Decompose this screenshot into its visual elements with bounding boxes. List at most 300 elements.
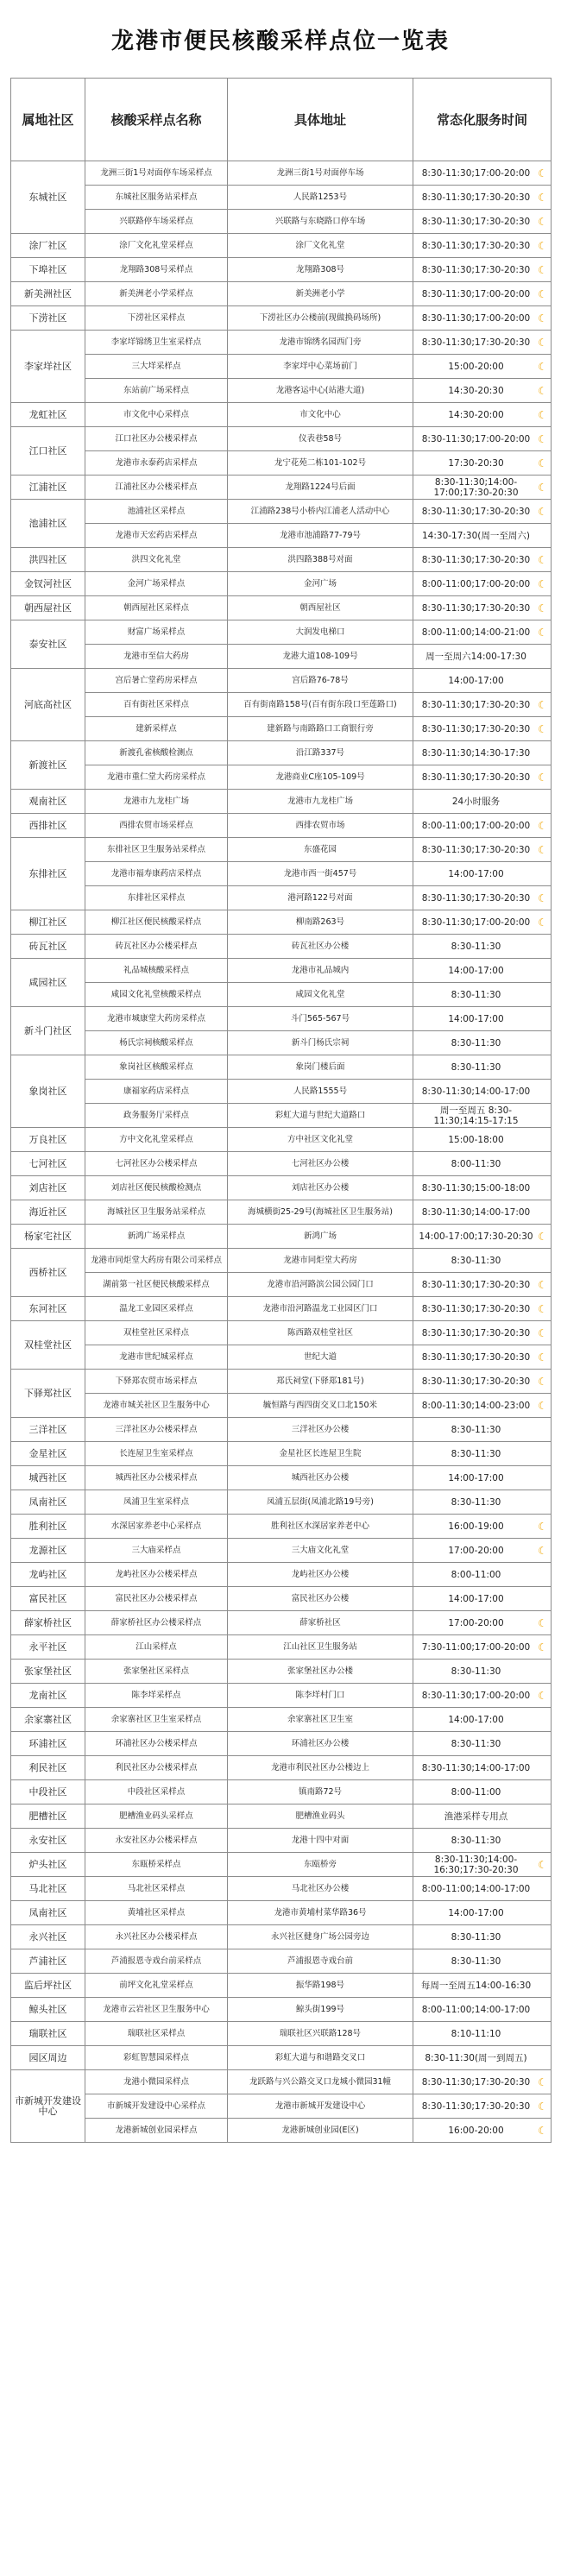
- service-time-text: 24小时服务: [451, 796, 501, 807]
- table-row: [11, 645, 552, 669]
- service-time-cell: [413, 1345, 552, 1370]
- service-time-cell: [413, 596, 552, 620]
- service-time-cell: [413, 161, 552, 186]
- address-cell: 彩虹大道与世纪大道路口: [228, 1104, 413, 1128]
- service-time-text: 8:30-11:30: [451, 1061, 501, 1073]
- address-cell: 宫后路76-78号: [228, 669, 413, 693]
- service-time-cell: [413, 862, 552, 886]
- service-time-text: 14:00-17:00: [448, 1593, 504, 1604]
- service-time-cell: [413, 1394, 552, 1418]
- table-row: [11, 1684, 552, 1708]
- service-time-cell: [413, 669, 552, 693]
- community-cell: 池浦社区: [11, 500, 85, 548]
- service-time-cell: [413, 1804, 552, 1829]
- service-time-cell: [413, 1829, 552, 1853]
- column-header-address: 具体地址: [228, 79, 413, 161]
- table-row: [11, 1490, 552, 1515]
- page-title: 龙港市便民核酸采样点位一览表: [110, 28, 450, 54]
- service-time-text: 14:30-20:00: [448, 409, 504, 420]
- table-row: [11, 1200, 552, 1225]
- community-cell: 薛家桥社区: [11, 1611, 85, 1635]
- community-cell: 肥槽社区: [11, 1804, 85, 1829]
- table-row: [11, 572, 552, 596]
- site-name-cell: 宫后暑亡堂药房采样点: [85, 669, 228, 693]
- site-name-cell: 下驿郑农贸市场采样点: [85, 1370, 228, 1394]
- site-name-cell: 肥槽渔业码头采样点: [85, 1804, 228, 1829]
- community-cell: 龙南社区: [11, 1684, 85, 1708]
- site-name-cell: 西排农贸市场采样点: [85, 814, 228, 838]
- site-name-cell: 政务服务厅采样点: [85, 1104, 228, 1128]
- service-time-text: 14:00-17:00: [448, 1013, 504, 1024]
- site-name-cell: 涂厂文化礼堂采样点: [85, 234, 228, 258]
- service-time-cell: [413, 1635, 552, 1660]
- service-time-cell: [413, 620, 552, 645]
- table-row: [11, 620, 552, 645]
- moon-icon: ☾: [538, 312, 547, 324]
- site-name-cell: 新鸿广场采样点: [85, 1225, 228, 1249]
- service-time-text: 8:30-11:30: [451, 1496, 501, 1508]
- community-cell: 咸园社区: [11, 959, 85, 1007]
- service-time-cell: [413, 1225, 552, 1249]
- address-cell: 涂厂文化礼堂: [228, 234, 413, 258]
- community-cell: 泰安社区: [11, 620, 85, 669]
- address-cell: 砖瓦社区办公楼: [228, 935, 413, 959]
- address-cell: 龙翔路1224号后面: [228, 476, 413, 500]
- table-row: [11, 1273, 552, 1297]
- service-time-text: 8:30-11:30;17:30-20:30: [421, 216, 531, 227]
- address-cell: 龙港十四中对面: [228, 1829, 413, 1853]
- service-time-cell: [413, 548, 552, 572]
- address-cell: 余家寨社区卫生室: [228, 1708, 413, 1732]
- community-cell: 金星社区: [11, 1442, 85, 1466]
- service-time-text: 8:00-11:30: [451, 1158, 501, 1169]
- service-time-cell: [413, 1611, 552, 1635]
- table-row: [11, 983, 552, 1007]
- table-row: [11, 959, 552, 983]
- community-cell: 下涝社区: [11, 306, 85, 331]
- moon-icon: ☾: [538, 2124, 547, 2137]
- table-row: [11, 765, 552, 790]
- table-row: [11, 1708, 552, 1732]
- moon-icon: ☾: [538, 553, 547, 566]
- service-time-text: 8:30-11:30;17:30-20:30: [421, 337, 531, 348]
- service-time-cell: [413, 258, 552, 282]
- service-time-cell: [413, 1176, 552, 1200]
- service-time-cell: [413, 1007, 552, 1031]
- service-time-cell: [413, 1273, 552, 1297]
- table-row: [11, 1225, 552, 1249]
- address-cell: 东盛花园: [228, 838, 413, 862]
- community-cell: 园区周边: [11, 2046, 85, 2070]
- service-time-cell: [413, 1853, 552, 1877]
- service-time-text: 8:30-11:30;14:00-17:00: [421, 1762, 531, 1773]
- address-cell: 人民路1253号: [228, 186, 413, 210]
- table-row: [11, 1418, 552, 1442]
- community-cell: 东河社区: [11, 1297, 85, 1321]
- address-cell: 朝西屋社区: [228, 596, 413, 620]
- service-time-cell: [413, 1998, 552, 2022]
- community-cell: 环浦社区: [11, 1732, 85, 1756]
- address-cell: 大润发电梯口: [228, 620, 413, 645]
- site-name-cell: 市新城开发建设中心采样点: [85, 2094, 228, 2119]
- service-time-cell: [413, 1756, 552, 1780]
- table-row: [11, 1732, 552, 1756]
- service-time-text: 8:30-11:30: [451, 1448, 501, 1459]
- table-row: [11, 886, 552, 910]
- moon-icon: ☾: [538, 1326, 547, 1339]
- service-time-cell: [413, 1925, 552, 1949]
- address-cell: 龙宁花苑二栋101-102号: [228, 451, 413, 476]
- address-cell: 洪四路388号对面: [228, 548, 413, 572]
- community-cell: 海近社区: [11, 1200, 85, 1225]
- table-row: [11, 427, 552, 451]
- table-row: [11, 282, 552, 306]
- community-cell: 新斗门社区: [11, 1007, 85, 1055]
- table-row: [11, 790, 552, 814]
- service-time-cell: [413, 886, 552, 910]
- service-time-cell: [413, 765, 552, 790]
- table-row: [11, 1949, 552, 1974]
- service-time-text: 8:30-11:30;14:00-17:00;17:30-20:30: [433, 476, 519, 498]
- service-time-cell: [413, 1660, 552, 1684]
- site-name-cell: 新美洲老小学采样点: [85, 282, 228, 306]
- moon-icon: ☾: [538, 384, 547, 397]
- site-name-cell: 芦浦报恩寺戏台前采样点: [85, 1949, 228, 1974]
- address-cell: 郑氏祠堂(下驿郑181号): [228, 1370, 413, 1394]
- service-time-cell: [413, 1249, 552, 1273]
- site-name-cell: 下涝社区采样点: [85, 306, 228, 331]
- table-row: [11, 2070, 552, 2094]
- table-row: [11, 1152, 552, 1176]
- site-name-cell: 柳江社区便民核酸采样点: [85, 910, 228, 935]
- table-row: [11, 1007, 552, 1031]
- table-row: [11, 1780, 552, 1804]
- address-cell: 刘店社区办公楼: [228, 1176, 413, 1200]
- table-row: [11, 1394, 552, 1418]
- service-time-cell: [413, 1490, 552, 1515]
- address-cell: 仪表巷58号: [228, 427, 413, 451]
- community-cell: 东排社区: [11, 838, 85, 910]
- address-cell: 陈李垟村门口: [228, 1684, 413, 1708]
- service-time-cell: [413, 1321, 552, 1345]
- site-name-cell: 永兴社区办公楼采样点: [85, 1925, 228, 1949]
- service-time-text: 8:30-11:30;17:00-20:00: [421, 433, 531, 444]
- community-cell: 余家寨社区: [11, 1708, 85, 1732]
- community-cell: 马北社区: [11, 1877, 85, 1901]
- site-name-cell: 龙洲三街1号对面停车场采样点: [85, 161, 228, 186]
- community-cell: 胜利社区: [11, 1515, 85, 1539]
- table-row: [11, 669, 552, 693]
- service-time-text: 8:10-11:10: [451, 2028, 501, 2039]
- moon-icon: ☾: [538, 771, 547, 784]
- service-time-text: 8:30-11:30;14:00-17:00: [421, 1206, 531, 1218]
- service-time-cell: [413, 1418, 552, 1442]
- table-row: [11, 2046, 552, 2070]
- community-cell: 新渡社区: [11, 741, 85, 790]
- address-cell: 富民社区办公楼: [228, 1587, 413, 1611]
- table-row: [11, 1345, 552, 1370]
- service-time-text: 8:30-11:30;17:00-20:00: [421, 1690, 531, 1701]
- address-cell: 龙港商业C座105-109号: [228, 765, 413, 790]
- service-time-text: 8:30-11:30: [451, 1037, 501, 1049]
- service-time-cell: [413, 1128, 552, 1152]
- service-time-cell: [413, 935, 552, 959]
- service-time-text: 8:30-11:30;17:00-20:00: [421, 312, 531, 324]
- site-name-cell: 龙港市城康堂大药房采样点: [85, 1007, 228, 1031]
- address-cell: 海城横街25-29号(海城社区卫生服务站): [228, 1200, 413, 1225]
- service-time-text: 8:30-11:30: [451, 1956, 501, 1967]
- table-row: [11, 500, 552, 524]
- table-row: [11, 1080, 552, 1104]
- address-cell: 龙翔路308号: [228, 258, 413, 282]
- table-row: [11, 186, 552, 210]
- moon-icon: ☾: [538, 722, 547, 735]
- address-cell: 江山社区卫生服务站: [228, 1635, 413, 1660]
- table-header-row: [11, 79, 552, 161]
- service-time-text: 8:00-11:00;17:00-20:00: [421, 578, 531, 589]
- table-row: [11, 1321, 552, 1345]
- service-time-text: 16:00-20:00: [448, 2125, 504, 2136]
- table-row: [11, 1925, 552, 1949]
- service-time-cell: [413, 1515, 552, 1539]
- community-cell: 鲸头社区: [11, 1998, 85, 2022]
- table-row: [11, 1055, 552, 1080]
- service-time-text: 14:00-17:00: [448, 868, 504, 879]
- address-cell: 兴联路与东晓路口停车场: [228, 210, 413, 234]
- service-time-text: 8:30-11:30: [451, 1255, 501, 1266]
- community-cell: 炉头社区: [11, 1853, 85, 1877]
- site-name-cell: 海城社区卫生服务站采样点: [85, 1200, 228, 1225]
- service-time-text: 8:00-11:00;14:00-17:00: [421, 1883, 531, 1894]
- site-name-cell: 龙港市福寿康药店采样点: [85, 862, 228, 886]
- site-name-cell: 水深居家养老中心采样点: [85, 1515, 228, 1539]
- site-name-cell: 龙港市云岩社区卫生服务中心: [85, 1998, 228, 2022]
- moon-icon: ☾: [538, 1616, 547, 1629]
- service-time-cell: [413, 186, 552, 210]
- service-time-cell: [413, 1949, 552, 1974]
- site-name-cell: 利民社区办公楼采样点: [85, 1756, 228, 1780]
- community-cell: 金钗河社区: [11, 572, 85, 596]
- site-name-cell: 江山采样点: [85, 1635, 228, 1660]
- address-cell: 柳南路263号: [228, 910, 413, 935]
- service-time-cell: [413, 403, 552, 427]
- site-name-cell: 长连屋卫生室采样点: [85, 1442, 228, 1466]
- site-name-cell: 龙港市永泰药店采样点: [85, 451, 228, 476]
- service-time-text: 8:30-11:30;17:30-20:30: [421, 192, 531, 203]
- site-name-cell: 兴联路停车场采样点: [85, 210, 228, 234]
- service-time-cell: [413, 210, 552, 234]
- table-row: [11, 717, 552, 741]
- service-time-text: 14:00-17:00: [448, 1472, 504, 1483]
- moon-icon: ☾: [538, 601, 547, 614]
- table-row: [11, 1804, 552, 1829]
- address-cell: 三大庙文化礼堂: [228, 1539, 413, 1563]
- community-cell: 凤南社区: [11, 1490, 85, 1515]
- address-cell: 瑞联社区兴联路128号: [228, 2022, 413, 2046]
- address-cell: 凤浦五层街(凤浦北路19号旁): [228, 1490, 413, 1515]
- site-name-cell: 城西社区办公楼采样点: [85, 1466, 228, 1490]
- community-cell: 双桂堂社区: [11, 1321, 85, 1370]
- service-time-cell: [413, 2119, 552, 2143]
- moon-icon: ☾: [538, 1375, 547, 1388]
- site-name-cell: 七河社区办公楼采样点: [85, 1152, 228, 1176]
- site-name-cell: 龙屿社区办公楼采样点: [85, 1563, 228, 1587]
- moon-icon: ☾: [538, 481, 547, 494]
- service-time-cell: [413, 1297, 552, 1321]
- service-time-cell: [413, 1539, 552, 1563]
- table-row: [11, 693, 552, 717]
- service-time-text: 8:30-11:30: [451, 1666, 501, 1677]
- service-time-cell: [413, 1708, 552, 1732]
- community-cell: 监后坪社区: [11, 1974, 85, 1998]
- table-row: [11, 1539, 552, 1563]
- table-row: [11, 476, 552, 500]
- table-row: [11, 741, 552, 765]
- moon-icon: ☾: [538, 239, 547, 252]
- community-cell: 柳江社区: [11, 910, 85, 935]
- service-time-text: 8:30-11:30;17:30-20:30: [421, 844, 531, 855]
- service-time-cell: [413, 355, 552, 379]
- moon-icon: ☾: [538, 167, 547, 180]
- service-time-text: 17:30-20:30: [448, 457, 504, 469]
- service-time-cell: [413, 790, 552, 814]
- address-cell: 七河社区办公楼: [228, 1152, 413, 1176]
- table-row: [11, 862, 552, 886]
- service-time-cell: [413, 814, 552, 838]
- service-time-cell: [413, 306, 552, 331]
- community-cell: 刘店社区: [11, 1176, 85, 1200]
- table-row: [11, 935, 552, 959]
- site-name-cell: 三大垟采样点: [85, 355, 228, 379]
- service-time-cell: [413, 959, 552, 983]
- address-cell: 龙港市九龙桂广场: [228, 790, 413, 814]
- service-time-text: 8:30-11:30: [451, 1931, 501, 1943]
- address-cell: 人民路1555号: [228, 1080, 413, 1104]
- service-time-text: 8:30-11:30;17:00-20:00: [421, 916, 531, 928]
- service-time-cell: [413, 282, 552, 306]
- site-name-cell: 东排社区卫生服务站采样点: [85, 838, 228, 862]
- service-time-text: 8:00-11:00: [451, 1569, 501, 1580]
- site-name-cell: 百有街社区采样点: [85, 693, 228, 717]
- service-time-text: 8:30-11:30;17:00-20:00: [421, 288, 531, 299]
- address-cell: 镇南路72号: [228, 1780, 413, 1804]
- service-time-cell: [413, 2046, 552, 2070]
- moon-icon: ☾: [538, 698, 547, 711]
- address-cell: 龙港新城创业园(E区): [228, 2119, 413, 2143]
- service-time-cell: [413, 1080, 552, 1104]
- address-cell: 永兴社区健身广场公园旁边: [228, 1925, 413, 1949]
- address-cell: 芦浦报恩寺戏台前: [228, 1949, 413, 1974]
- service-time-text: 8:00-11:00;14:00-17:00: [421, 2004, 531, 2015]
- address-cell: 振华路198号: [228, 1974, 413, 1998]
- address-cell: 龙港大道108-109号: [228, 645, 413, 669]
- address-cell: 龙港市同炬堂大药房: [228, 1249, 413, 1273]
- site-name-cell: 龙港市城关社区卫生服务中心: [85, 1394, 228, 1418]
- moon-icon: ☾: [538, 843, 547, 856]
- address-cell: 龙港市新城开发建设中心: [228, 2094, 413, 2119]
- address-cell: 城西社区办公楼: [228, 1466, 413, 1490]
- service-time-text: 14:00-17:00: [448, 675, 504, 686]
- service-time-cell: [413, 838, 552, 862]
- service-time-text: 8:30-11:30;14:00-16:30;17:30-20:30: [433, 1854, 519, 1875]
- table-row: [11, 814, 552, 838]
- service-time-text: 17:00-20:00: [448, 1545, 504, 1556]
- service-time-text: 8:30-11:30;17:30-20:30: [421, 1351, 531, 1363]
- service-time-text: 8:30-11:30;17:30-20:30: [421, 699, 531, 710]
- service-time-text: 14:00-17:00: [448, 1907, 504, 1918]
- service-time-text: 8:00-11:00: [451, 1786, 501, 1798]
- address-cell: 新斗门杨氏宗祠: [228, 1031, 413, 1055]
- address-cell: 世纪大道: [228, 1345, 413, 1370]
- community-cell: 朝西屋社区: [11, 596, 85, 620]
- service-time-text: 8:30-11:30;17:30-20:30: [421, 1279, 531, 1290]
- community-cell: 河底高社区: [11, 669, 85, 741]
- table-row: [11, 1756, 552, 1780]
- table-row: [11, 1104, 552, 1128]
- service-time-text: 8:30-11:30;14:30-17:30: [421, 747, 531, 759]
- service-time-text: 8:00-11:00;14:00-21:00: [421, 627, 531, 638]
- table-row: [11, 403, 552, 427]
- service-time-cell: [413, 331, 552, 355]
- address-cell: 肥槽渔业码头: [228, 1804, 413, 1829]
- table-row: [11, 331, 552, 355]
- service-time-text: 8:30-11:30;17:30-20:30: [421, 1376, 531, 1387]
- table-row: [11, 548, 552, 572]
- site-name-cell: 三大庙采样点: [85, 1539, 228, 1563]
- service-time-text: 8:30-11:30;17:30-20:30: [421, 240, 531, 251]
- site-name-cell: 龙港市重仁堂大药房采样点: [85, 765, 228, 790]
- table-row: [11, 1660, 552, 1684]
- site-name-cell: 永安社区办公楼采样点: [85, 1829, 228, 1853]
- service-time-text: 8:30-11:30;17:30-20:30: [421, 554, 531, 565]
- moon-icon: ☾: [538, 1351, 547, 1364]
- service-time-text: 8:30-11:30;15:00-18:00: [421, 1182, 531, 1194]
- site-name-cell: 龙港新城创业园采样点: [85, 2119, 228, 2143]
- moon-icon: ☾: [538, 1641, 547, 1653]
- address-cell: 龙港市黄埔村菜华路36号: [228, 1901, 413, 1925]
- service-time-cell: [413, 1974, 552, 1998]
- site-name-cell: 东站前广场采样点: [85, 379, 228, 403]
- community-cell: 万良社区: [11, 1128, 85, 1152]
- address-cell: 港河路122号对面: [228, 886, 413, 910]
- community-cell: 龙屿社区: [11, 1563, 85, 1587]
- site-name-cell: 薛家桥社区办公楼采样点: [85, 1611, 228, 1635]
- table-row: [11, 2094, 552, 2119]
- address-cell: 龙洲三街1号对面停车场: [228, 161, 413, 186]
- community-cell: 利民社区: [11, 1756, 85, 1780]
- moon-icon: ☾: [538, 505, 547, 518]
- moon-icon: ☾: [538, 263, 547, 276]
- address-cell: 建新路与南路路口工商银行旁: [228, 717, 413, 741]
- table-row: [11, 1515, 552, 1539]
- service-time-cell: [413, 1442, 552, 1466]
- service-time-text: 每周一至周五14:00-16:30: [420, 1980, 532, 1991]
- community-cell: 中段社区: [11, 1780, 85, 1804]
- table-row: [11, 306, 552, 331]
- address-cell: 李家垟中心菜场前门: [228, 355, 413, 379]
- community-cell: 江浦社区: [11, 476, 85, 500]
- community-cell: 龙虹社区: [11, 403, 85, 427]
- community-cell: 永平社区: [11, 1635, 85, 1660]
- table-row: [11, 838, 552, 862]
- service-time-text: 8:30-11:30;14:00-17:00: [421, 1086, 531, 1097]
- site-name-cell: 刘店社区便民核酸检测点: [85, 1176, 228, 1200]
- site-name-cell: 龙港市九龙桂广场: [85, 790, 228, 814]
- moon-icon: ☾: [538, 215, 547, 228]
- site-name-cell: 东瓯桥采样点: [85, 1853, 228, 1877]
- moon-icon: ☾: [538, 2100, 547, 2113]
- site-name-cell: 环浦社区办公楼采样点: [85, 1732, 228, 1756]
